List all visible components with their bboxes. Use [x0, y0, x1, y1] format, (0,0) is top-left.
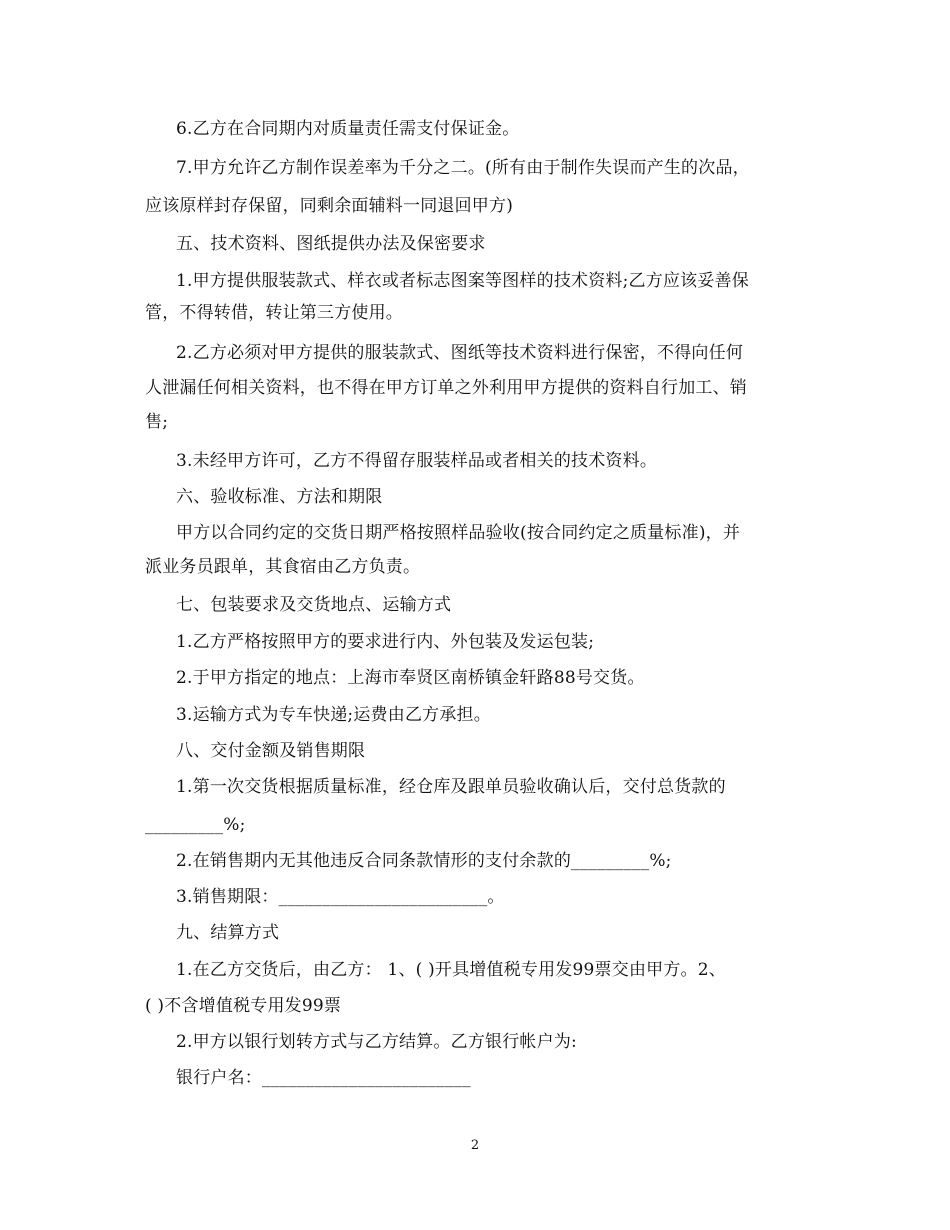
- clause-8-1: 1.第一次交货根据质量标准，经仓库及跟单员验收确认后，交付总货款的: [176, 777, 726, 797]
- clause-5-2: 2.乙方必须对甲方提供的服装款式、图纸等技术资料进行保密，不得向任何: [176, 343, 744, 363]
- clause-5-3: 3.未经甲方许可，乙方不得留存服装样品或者相关的技术资料。: [176, 451, 658, 471]
- clause-4-7-continued: 应该原样封存保留，同剩余面辅料一同退回甲方): [145, 196, 514, 216]
- clause-8-2: 2.在销售期内无其他违反合同条款情形的支付余款的_________%;: [176, 851, 672, 871]
- section-7-heading: 七、包装要求及交货地点、运输方式: [176, 595, 452, 615]
- clause-7-3: 3.运输方式为专车快递;运费由乙方承担。: [176, 705, 491, 725]
- clause-9-1-continued: ( )不含增值税专用发99票: [145, 996, 342, 1016]
- clause-9-2: 2.甲方以银行划转方式与乙方结算。乙方银行帐户为:: [176, 1032, 577, 1052]
- section-6-body: 甲方以合同约定的交货日期严格按照样品验收(按合同约定之质量标准)，并: [176, 523, 741, 543]
- clause-5-1-continued: 管，不得转借，转让第三方使用。: [145, 303, 403, 323]
- clause-7-2: 2.于甲方指定的地点：上海市奉贤区南桥镇金轩路88号交货。: [176, 668, 645, 688]
- section-6-body-continued: 派业务员跟单，其食宿由乙方负责。: [145, 557, 421, 577]
- clause-5-1: 1.甲方提供服装款式、样衣或者标志图案等图样的技术资料;乙方应该妥善保: [176, 271, 749, 291]
- clause-8-1-continued: _________%;: [145, 815, 246, 835]
- clause-9-1: 1.在乙方交货后，由乙方： 1、( )开具增值税专用发99票交由甲方。2、: [176, 960, 726, 980]
- clause-4-6: 6.乙方在合同期内对质量责任需支付保证金。: [176, 119, 520, 139]
- clause-5-2-continued-2: 售;: [145, 412, 169, 432]
- clause-4-7: 7.甲方允许乙方制作误差率为千分之二。(所有由于制作失误而产生的次品，: [176, 158, 750, 178]
- clause-7-1: 1.乙方严格按照甲方的要求进行内、外包装及发运包装;: [176, 632, 595, 652]
- section-5-heading: 五、技术资料、图纸提供办法及保密要求: [176, 234, 486, 254]
- section-6-heading: 六、验收标准、方法和期限: [176, 487, 383, 507]
- page-number: 2: [470, 1138, 480, 1153]
- bank-account-name-line: 银行户名：________________________: [176, 1068, 471, 1088]
- clause-5-2-continued: 人泄漏任何相关资料，也不得在甲方订单之外利用甲方提供的资料自行加工、销: [145, 378, 747, 398]
- section-9-heading: 九、结算方式: [176, 923, 280, 943]
- clause-8-3: 3.销售期限：________________________。: [176, 887, 505, 907]
- section-8-heading: 八、交付金额及销售期限: [176, 741, 366, 761]
